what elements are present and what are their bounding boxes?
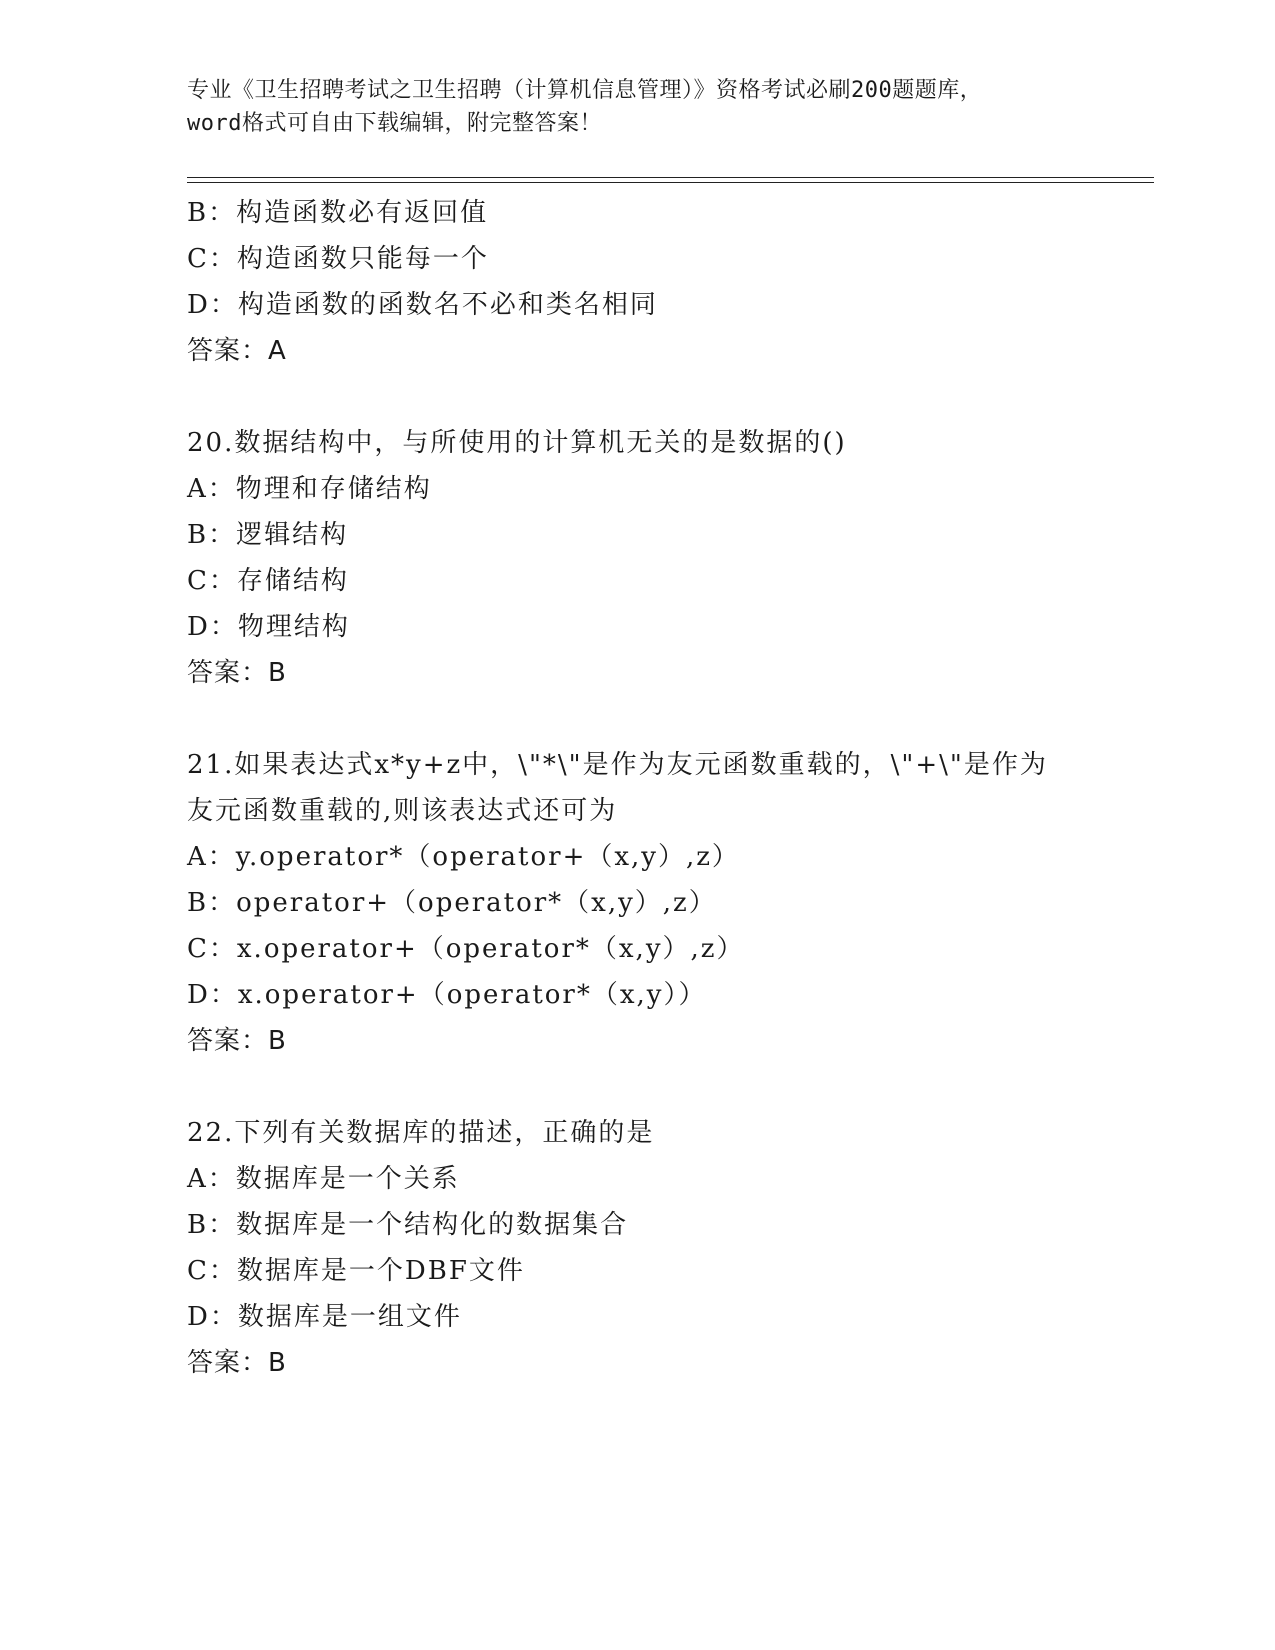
question-20-option-a: A：物理和存储结构 xyxy=(187,474,432,504)
header-divider-bottom xyxy=(187,182,1154,183)
question-21-option-b: B：operator+（operator*（x,y）,z） xyxy=(187,888,717,918)
header-title-line-1: 专业《卫生招聘考试之卫生招聘（计算机信息管理）》资格考试必刷200题题库， xyxy=(187,78,983,103)
question-list xyxy=(187,190,1087,1386)
question-19-option-d: D：构造函数的函数名不必和类名相同 xyxy=(187,290,658,320)
question-21-option-a: A：y.operator*（operator+（x,y）,z） xyxy=(187,842,740,872)
question-22-stem: 22.下列有关数据库的描述，正确的是 xyxy=(187,1118,655,1148)
question-19-tail xyxy=(187,190,1087,374)
question-20-option-c: C：存储结构 xyxy=(187,566,349,596)
question-22-answer: 答案：B xyxy=(187,1348,287,1378)
question-21-option-d: D：x.operator+（operator*（x,y）） xyxy=(187,980,707,1010)
question-spacer xyxy=(187,374,1087,420)
question-21-stem-line-2: 友元函数重载的,则该表达式还可为 xyxy=(187,796,618,826)
header-divider-top xyxy=(187,177,1154,178)
question-22 xyxy=(187,1110,1087,1386)
question-20-answer: 答案：B xyxy=(187,658,287,688)
question-20 xyxy=(187,420,1087,696)
question-spacer xyxy=(187,1064,1087,1110)
question-22-option-b: B：数据库是一个结构化的数据集合 xyxy=(187,1210,629,1240)
question-22-option-a: A：数据库是一个关系 xyxy=(187,1164,460,1194)
question-22-option-c: C：数据库是一个DBF文件 xyxy=(187,1256,525,1286)
header-title-line-2: word格式可自由下载编辑，附完整答案！ xyxy=(187,111,602,136)
question-19-answer: 答案：A xyxy=(187,336,287,366)
question-22-option-d: D：数据库是一组文件 xyxy=(187,1302,462,1332)
question-19-option-c: C：构造函数只能每一个 xyxy=(187,244,489,274)
document-header xyxy=(187,74,1087,140)
question-20-option-d: D：物理结构 xyxy=(187,612,350,642)
question-21 xyxy=(187,742,1087,1064)
question-spacer xyxy=(187,696,1087,742)
question-21-answer: 答案：B xyxy=(187,1026,287,1056)
question-21-option-c: C：x.operator+（operator*（x,y）,z） xyxy=(187,934,745,964)
question-21-stem-line-1: 21.如果表达式x*y+z中，\"*\"是作为友元函数重载的，\"+\"是作为 xyxy=(187,750,1048,780)
question-20-stem: 20.数据结构中，与所使用的计算机无关的是数据的() xyxy=(187,428,847,458)
question-20-option-b: B：逻辑结构 xyxy=(187,520,349,550)
question-19-option-b: B：构造函数必有返回值 xyxy=(187,198,489,228)
